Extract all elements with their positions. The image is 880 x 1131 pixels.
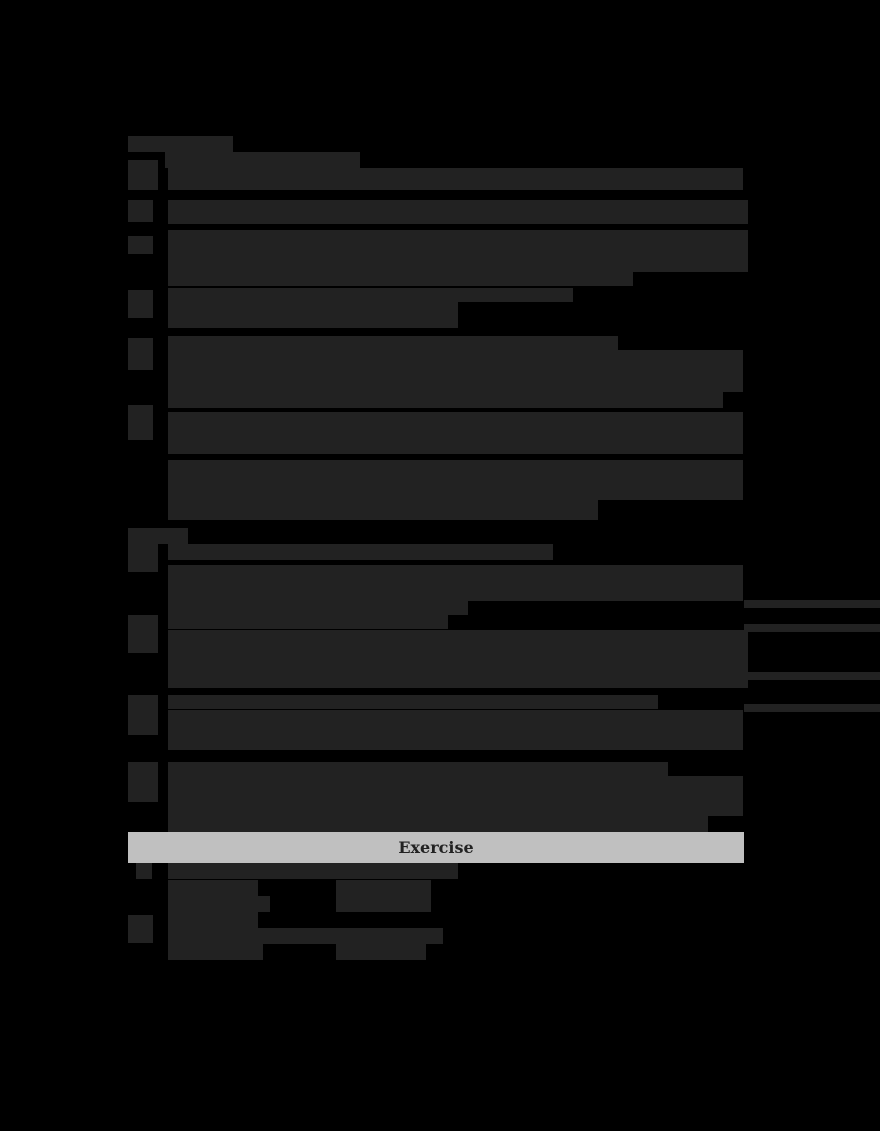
redacted-line (168, 168, 743, 190)
redacted-line (168, 776, 743, 816)
redacted-line (336, 880, 431, 912)
rule (744, 624, 880, 632)
redacted-line (258, 896, 270, 912)
redacted-line (128, 160, 158, 190)
redacted-heading (128, 136, 233, 152)
exercise-header: Exercise (398, 838, 474, 857)
redacted-line (168, 302, 458, 328)
rule (744, 600, 880, 608)
redacted-line (128, 615, 158, 653)
redacted-line (128, 290, 153, 318)
rule (744, 704, 880, 712)
redacted-line (168, 544, 553, 560)
redacted-line (168, 288, 573, 302)
redacted-line (168, 762, 668, 776)
redacted-line (168, 350, 743, 392)
rule (744, 672, 880, 680)
redacted-line (168, 695, 658, 709)
redacted-line (136, 863, 152, 879)
redacted-line (168, 565, 743, 601)
redacted-line (168, 710, 743, 750)
redacted-line (168, 336, 618, 350)
redacted-line (168, 615, 448, 629)
redacted-line (168, 863, 458, 879)
redacted-line (128, 405, 153, 440)
redacted-line (336, 944, 426, 960)
redacted-line (128, 695, 158, 735)
redacted-line (168, 601, 468, 615)
redacted-line (168, 944, 263, 960)
redacted-line (128, 236, 153, 254)
redacted-line (168, 816, 708, 832)
redacted-line (168, 630, 748, 688)
redacted-heading (128, 528, 188, 544)
redacted-subheading (165, 152, 360, 168)
redacted-line (128, 338, 153, 370)
redacted-line (168, 500, 598, 520)
redacted-line (128, 200, 153, 222)
redacted-line (168, 460, 743, 500)
redacted-line (168, 200, 748, 224)
redacted-line (128, 544, 158, 572)
exercise-header-bar (128, 832, 744, 863)
redacted-line (168, 412, 743, 454)
redacted-line (168, 230, 748, 272)
redacted-line (168, 272, 633, 286)
redacted-line (128, 762, 158, 802)
redacted-line (128, 915, 153, 943)
redacted-line (168, 928, 443, 944)
redacted-line (168, 392, 723, 408)
